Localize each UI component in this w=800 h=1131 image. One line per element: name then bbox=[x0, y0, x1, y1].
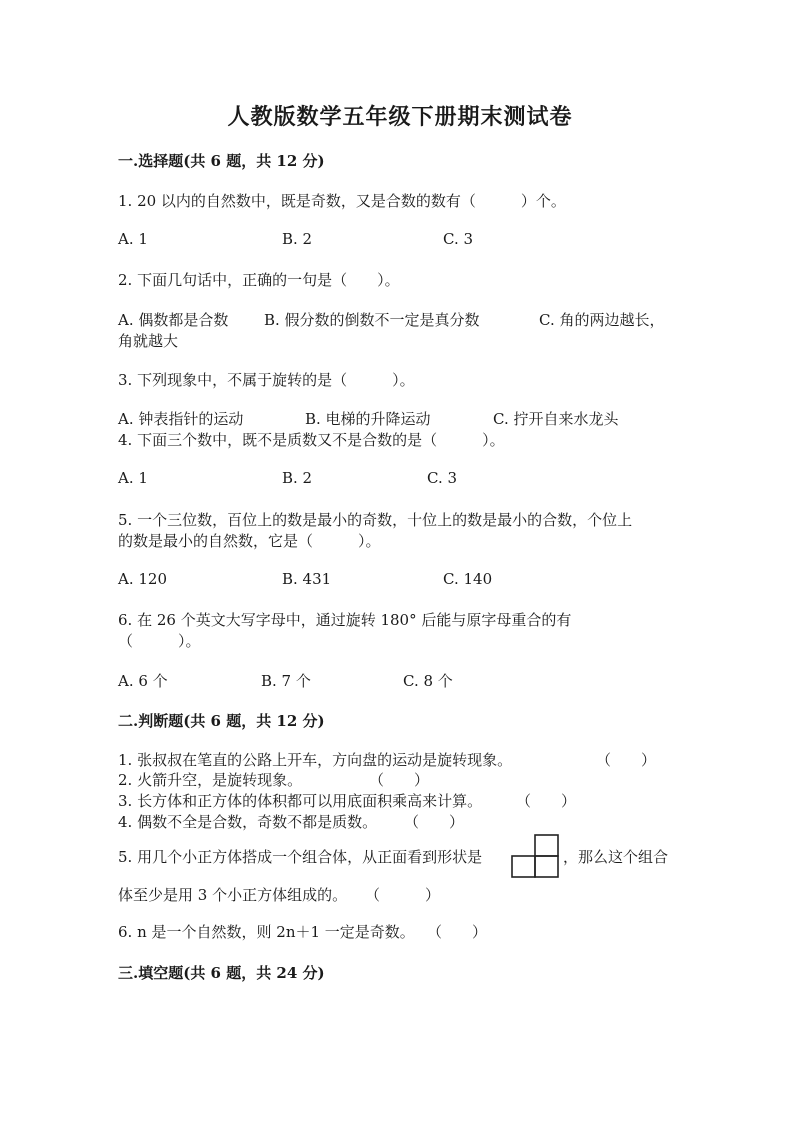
question-1: 1. 20 以内的自然数中，既是奇数，又是合数的数有（ ）个。 bbox=[118, 192, 566, 210]
option-a: A. 6 个 bbox=[118, 672, 168, 690]
judge-5-after-figure: ，那么这个组合 bbox=[563, 848, 669, 866]
question-5: 5. 一个三位数，百位上的数是最小的奇数，十位上的数是最小的合数，个位上 bbox=[118, 511, 633, 529]
option-b: B. 2 bbox=[282, 469, 313, 487]
section-heading-judge: 二.判断题(共 6 题，共 12 分) bbox=[118, 712, 325, 730]
judge-5: 5. 用几个小正方体搭成一个组合体，从正面看到形状是 bbox=[118, 848, 483, 866]
option-a: A. 1 bbox=[118, 469, 148, 487]
question-4: 4. 下面三个数中，既不是质数又不是合数的是（ ）。 bbox=[118, 431, 505, 449]
option-b: B. 电梯的升降运动 bbox=[305, 410, 431, 428]
option-c: C. 8 个 bbox=[403, 672, 453, 690]
option-c-continued: 角就越大 bbox=[118, 332, 179, 350]
page-title: 人教版数学五年级下册期末测试卷 bbox=[227, 104, 573, 130]
option-c: C. 3 bbox=[443, 230, 474, 248]
judge-1-paren: （ ） bbox=[596, 751, 657, 769]
option-a: A. 偶数都是合数 bbox=[118, 311, 229, 329]
judge-4-paren: （ ） bbox=[404, 813, 465, 831]
question-6: 6. 在 26 个英文大写字母中，通过旋转 180° 后能与原字母重合的有 bbox=[118, 611, 572, 629]
option-b: B. 假分数的倒数不一定是真分数 bbox=[264, 311, 480, 329]
judge-3-paren: （ ） bbox=[516, 792, 577, 810]
judge-5-continued: 体至少是用 3 个小正方体组成的。 bbox=[118, 886, 348, 904]
cube-front-view-icon bbox=[510, 834, 560, 879]
judge-5-paren: （ ） bbox=[365, 886, 441, 904]
option-a: A. 1 bbox=[118, 230, 148, 248]
question-2: 2. 下面几句话中，正确的一句是（ ）。 bbox=[118, 271, 400, 289]
option-b: B. 431 bbox=[282, 570, 332, 588]
option-b: B. 2 bbox=[282, 230, 313, 248]
judge-4: 4. 偶数不全是合数，奇数不都是质数。 bbox=[118, 813, 378, 831]
option-a: A. 钟表指针的运动 bbox=[118, 410, 244, 428]
question-5-continued: 的数是最小的自然数，它是（ ）。 bbox=[118, 532, 381, 550]
option-c: C. 拧开自来水龙头 bbox=[493, 410, 619, 428]
question-6-continued: （ ）。 bbox=[118, 632, 201, 650]
option-c: C. 140 bbox=[443, 570, 493, 588]
question-3: 3. 下列现象中，不属于旋转的是（ ）。 bbox=[118, 371, 415, 389]
judge-6-paren: （ ） bbox=[427, 923, 488, 941]
section-heading-fill: 三.填空题(共 6 题，共 24 分) bbox=[118, 964, 325, 982]
judge-2-paren: （ ） bbox=[369, 771, 430, 789]
option-c: C. 3 bbox=[427, 469, 458, 487]
front-view-figure bbox=[510, 834, 560, 879]
option-c: C. 角的两边越长， bbox=[539, 311, 665, 329]
judge-2: 2. 火箭升空，是旋转现象。 bbox=[118, 771, 303, 789]
judge-1: 1. 张叔叔在笔直的公路上开车，方向盘的运动是旋转现象。 bbox=[118, 751, 513, 769]
judge-3: 3. 长方体和正方体的体积都可以用底面积乘高来计算。 bbox=[118, 792, 483, 810]
option-b: B. 7 个 bbox=[261, 672, 311, 690]
judge-6: 6. n 是一个自然数，则 2n＋1 一定是奇数。 bbox=[118, 923, 415, 941]
section-heading-choice: 一.选择题(共 6 题，共 12 分) bbox=[118, 152, 325, 170]
option-a: A. 120 bbox=[118, 570, 167, 588]
